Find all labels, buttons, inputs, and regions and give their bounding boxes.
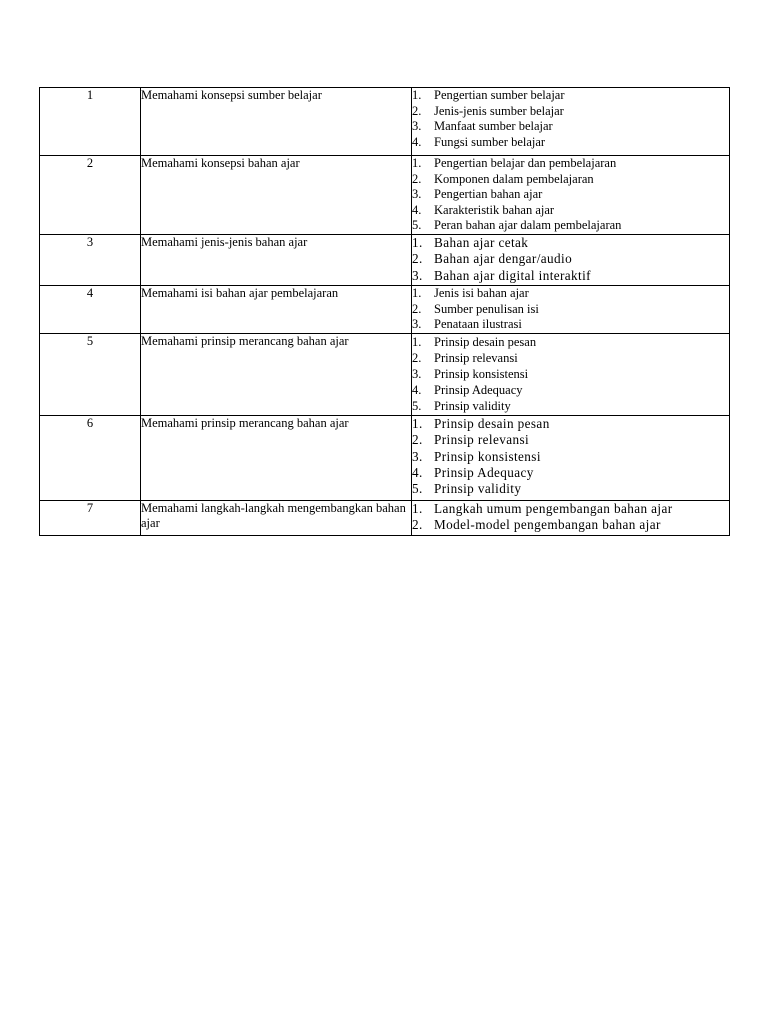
- row-number: 7: [40, 500, 141, 535]
- list-item: 4. Fungsi sumber belajar: [412, 134, 546, 149]
- table-row: [40, 333, 730, 415]
- row-description: Memahami prinsip merancang bahan ajar: [141, 415, 412, 500]
- list-item: 1. Bahan ajar cetak: [412, 234, 529, 250]
- table-row: [40, 88, 730, 156]
- table-row: [40, 156, 730, 235]
- learning-objectives-table: [39, 87, 730, 536]
- list-item: 2. Sumber penulisan isi: [412, 301, 539, 316]
- list-item: 4. Prinsip Adequacy: [412, 382, 523, 397]
- list-item: 5. Prinsip validity: [412, 481, 522, 497]
- row-number: 5: [40, 333, 141, 415]
- list-item: 2. Jenis-jenis sumber belajar: [412, 103, 564, 118]
- item-list: [412, 235, 729, 284]
- list-item: 1. Jenis isi bahan ajar: [412, 285, 529, 300]
- list-item: 1. Pengertian sumber belajar: [412, 88, 565, 102]
- item-list: [412, 334, 729, 414]
- table-row: [40, 500, 730, 535]
- row-number: 2: [40, 156, 141, 235]
- row-number: 1: [40, 88, 141, 156]
- row-description: Memahami jenis-jenis bahan ajar: [141, 234, 412, 285]
- row-number: 4: [40, 285, 141, 333]
- item-list: [412, 286, 729, 333]
- list-item: 1. Pengertian belajar dan pembelajaran: [412, 156, 617, 170]
- list-item: 4. Karakteristik bahan ajar: [412, 202, 555, 217]
- list-item: 1. Langkah umum pengembangan bahan ajar: [412, 500, 673, 516]
- row-items: [412, 156, 730, 235]
- list-item: 2. Komponen dalam pembelajaran: [412, 171, 594, 186]
- row-items: [412, 88, 730, 156]
- list-item: 2. Prinsip relevansi: [412, 432, 530, 448]
- row-items: [412, 234, 730, 285]
- list-item: 3. Manfaat sumber belajar: [412, 119, 553, 134]
- item-list: [412, 156, 729, 234]
- list-item: 3. Pengertian bahan ajar: [412, 187, 543, 202]
- row-items: [412, 333, 730, 415]
- row-description: Memahami isi bahan ajar pembelajaran: [141, 285, 412, 333]
- table-row: [40, 285, 730, 333]
- list-item: 3. Bahan ajar digital interaktif: [412, 267, 591, 283]
- table-row: [40, 234, 730, 285]
- table-row: [40, 415, 730, 500]
- row-description: Memahami konsepsi sumber belajar: [141, 88, 412, 156]
- item-list: [412, 501, 729, 534]
- row-number: 3: [40, 234, 141, 285]
- list-item: 2. Prinsip relevansi: [412, 350, 518, 365]
- list-item: 1. Prinsip desain pesan: [412, 334, 537, 349]
- list-item: 3. Prinsip konsistensi: [412, 448, 541, 464]
- row-items: [412, 415, 730, 500]
- list-item: 3. Prinsip konsistensi: [412, 366, 529, 381]
- list-item: 5. Prinsip validity: [412, 398, 511, 413]
- row-description: Memahami prinsip merancang bahan ajar: [141, 333, 412, 415]
- list-item: 1. Prinsip desain pesan: [412, 415, 550, 431]
- item-list: [412, 88, 729, 150]
- list-item: 5. Peran bahan ajar dalam pembelajaran: [412, 218, 622, 233]
- row-items: [412, 500, 730, 535]
- list-item: 4. Prinsip Adequacy: [412, 464, 534, 480]
- row-number: 6: [40, 415, 141, 500]
- row-items: [412, 285, 730, 333]
- list-item: 3. Penataan ilustrasi: [412, 317, 522, 332]
- row-description: Memahami konsepsi bahan ajar: [141, 156, 412, 235]
- item-list: [412, 416, 729, 498]
- list-item: 2. Bahan ajar dengar/audio: [412, 251, 573, 267]
- list-item: 2. Model-model pengembangan bahan ajar: [412, 517, 661, 533]
- row-description: Memahami langkah-langkah mengembangkan bahan ajar: [141, 500, 412, 535]
